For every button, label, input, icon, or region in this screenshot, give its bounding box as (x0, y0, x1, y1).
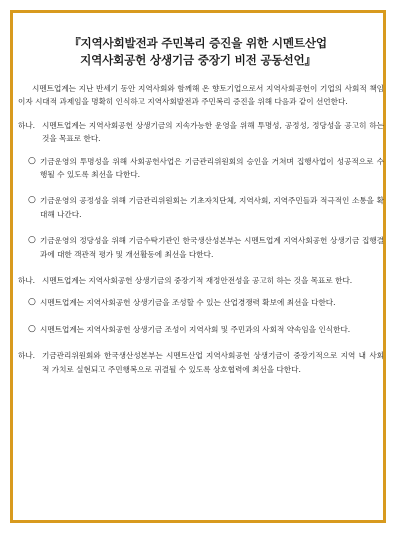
declaration-body (18, 82, 384, 385)
list-item (28, 234, 384, 261)
title-line-2: 지역사회공헌 상생기금 중장기 비전 공동선언』 (80, 53, 316, 67)
section-text: 기금관리위원회와 한국생산성본부는 시멘트산업 지역사회공헌 상생기금이 중장기적으로 지역 내 사회적 가치로 실현되고 주민행복으로 귀결될 수 있도록 상호협력에 최선을 다한다. (42, 351, 384, 374)
title-line-1: 『지역사회발전과 주민복리 증진을 위한 시멘트산업 (69, 36, 327, 50)
section-text: 시멘트업계는 지역사회공헌 상생기금의 중장기적 재정안전성을 공고히 하는 것을 목표로 한다. (42, 276, 353, 286)
list-item-text: 시멘트업계는 지역사회공헌 상생기금 조성이 지역사회 및 주민과의 사회적 약속임을 인식한다. (40, 324, 351, 334)
section-text: 시멘트업계는 지역사회공헌 상생기금의 지속가능한 운영을 위해 투명성, 공정성, 정당성을 공고히 하는 것을 목표로 한다. (42, 120, 384, 144)
list-item (28, 296, 384, 309)
section-2-items (28, 296, 384, 336)
hollow-circle-bullet-icon: ○ (28, 235, 36, 246)
section-1-items (28, 155, 384, 261)
list-item-text: 기금운영의 정당성을 위해 기금수탁기관인 한국생산성본부는 시멘트업계 지역사회공헌 상생기금 집행결과에 대한 객관적 평가 및 개선활동에 최선을 다한다. (40, 236, 384, 259)
declaration-title (13, 35, 383, 69)
hollow-circle-bullet-icon: ○ (28, 323, 36, 334)
list-item-text: 기금운영의 공정성을 위해 기금관리위원회는 기초자치단체, 지역사회, 지역주민들과 적극적인 소통을 확대해 나간다. (40, 196, 384, 219)
list-item-text: 시멘트업계는 지역사회공헌 상생기금을 조성할 수 있는 산업경쟁력 확보에 최선을 다한다. (40, 298, 336, 308)
list-item (28, 323, 384, 336)
section-2 (18, 274, 384, 287)
hollow-circle-bullet-icon: ○ (28, 297, 36, 308)
list-item (28, 155, 384, 182)
section-mark: 하나. (18, 351, 36, 361)
section-1 (18, 119, 384, 146)
section-3 (18, 349, 384, 376)
intro-paragraph: 시멘트업계는 지난 반세기 동안 지역사회와 함께해 온 향토기업으로서 지역사회공헌이 기업의 사회적 책임이자 시대적 과제임을 명확히 인식하고 지역사회발전과 주민복리 증진을 위해 다음과 같이 선언한다. (18, 84, 384, 107)
section-mark: 하나. (18, 276, 36, 286)
hollow-circle-bullet-icon: ○ (28, 195, 36, 206)
hollow-circle-bullet-icon: ○ (28, 155, 36, 166)
list-item-text: 기금운영의 투명성을 위해 사회공헌사업은 기금관리위원회의 승인을 거쳐며 집행사업이 성공적으로 수행될 수 있도록 최선을 다한다. (40, 156, 384, 180)
list-item (28, 194, 384, 221)
section-mark: 하나. (18, 120, 36, 130)
